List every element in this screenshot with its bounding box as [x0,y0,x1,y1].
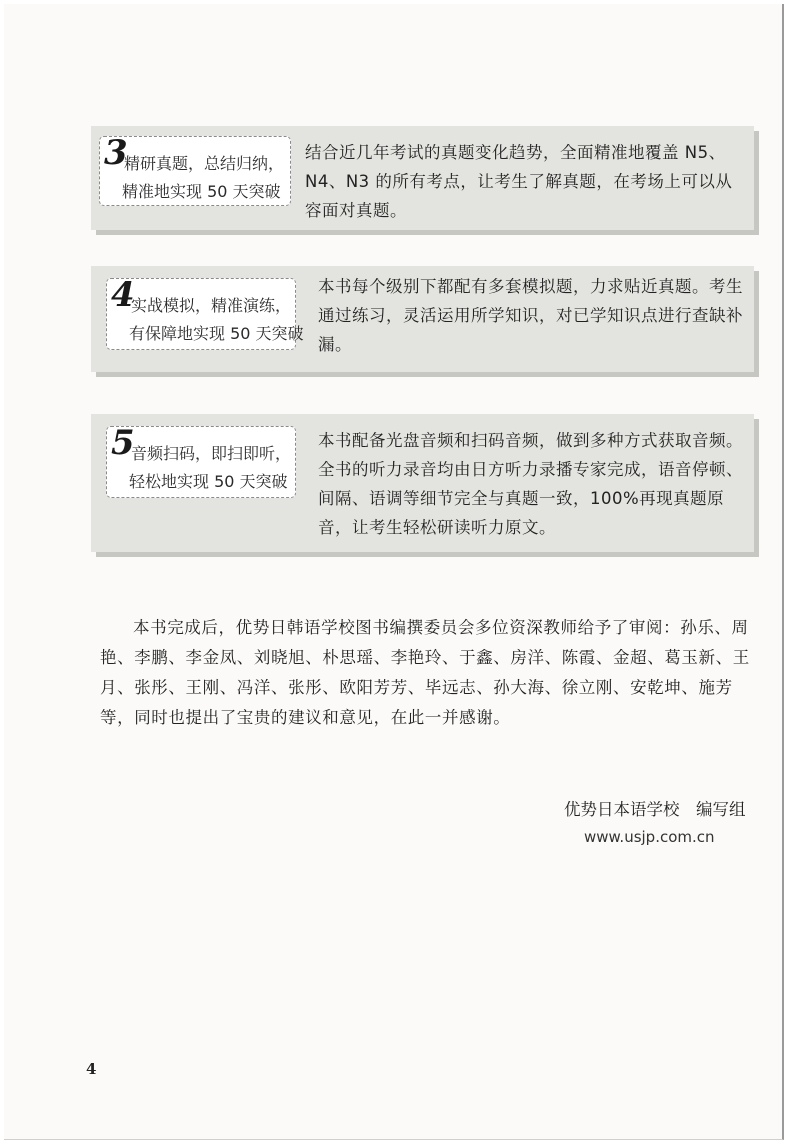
feature-label-box [99,133,291,206]
book-page [4,4,784,1140]
feature-block-5 [91,414,754,552]
website-link[interactable]: www.usjp.com.cn [584,828,715,846]
feature-block-4 [91,266,754,372]
feature-description: 结合近几年考试的真题变化趋势，全面精准地覆盖 N5、N4、N3 的所有考点，让考生了解真题，在考场上可以从容面对真题。 [305,143,733,220]
feature-label-line2: 轻松地实现 50 天突破 [129,472,288,491]
feature-number: 3 [104,133,128,173]
feature-label-box [106,423,296,498]
author-signature: 优势日本语学校 编写组 [564,800,746,819]
acknowledgement-paragraph: 本书完成后，优势日韩语学校图书编撰委员会多位资深教师给予了审阅：孙乐、周艳、李鹏、李金凤、刘晓旭、朴思瑶、李艳玲、于鑫、房洋、陈霞、金超、葛玉新、王月、张彤、王刚、冯洋、张彤、欧阳芳芳、毕远志、孙大海、徐立刚、安乾坤、施芳等，同时也提出了宝贵的建议和意见，在此一并感谢。 [100,617,750,727]
feature-label-line2: 有保障地实现 50 天突破 [129,324,304,343]
feature-label-line2: 精准地实现 50 天突破 [122,182,281,201]
feature-description: 本书配备光盘音频和扫码音频，做到多种方式获取音频。全书的听力录音均由日方听力录播专家完成，语音停顿、间隔、语调等细节完全与真题一致，100%再现真题原音，让考生轻松研读听力原文。 [318,431,743,537]
feature-label-line1: 精研真题，总结归纳， [124,154,285,173]
feature-number: 4 [111,275,135,315]
page-number: 4 [86,1060,97,1078]
feature-block-3 [91,126,754,230]
feature-label-line1: 实战模拟，精准演练， [131,296,292,315]
feature-description: 本书每个级别下都配有多套模拟题，力求贴近真题。考生通过练习，灵活运用所学知识，对已学知识点进行查缺补漏。 [318,277,743,354]
feature-label-line1: 音频扫码，即扫即听， [131,444,292,463]
feature-label-box [106,275,304,350]
feature-number: 5 [111,423,135,463]
